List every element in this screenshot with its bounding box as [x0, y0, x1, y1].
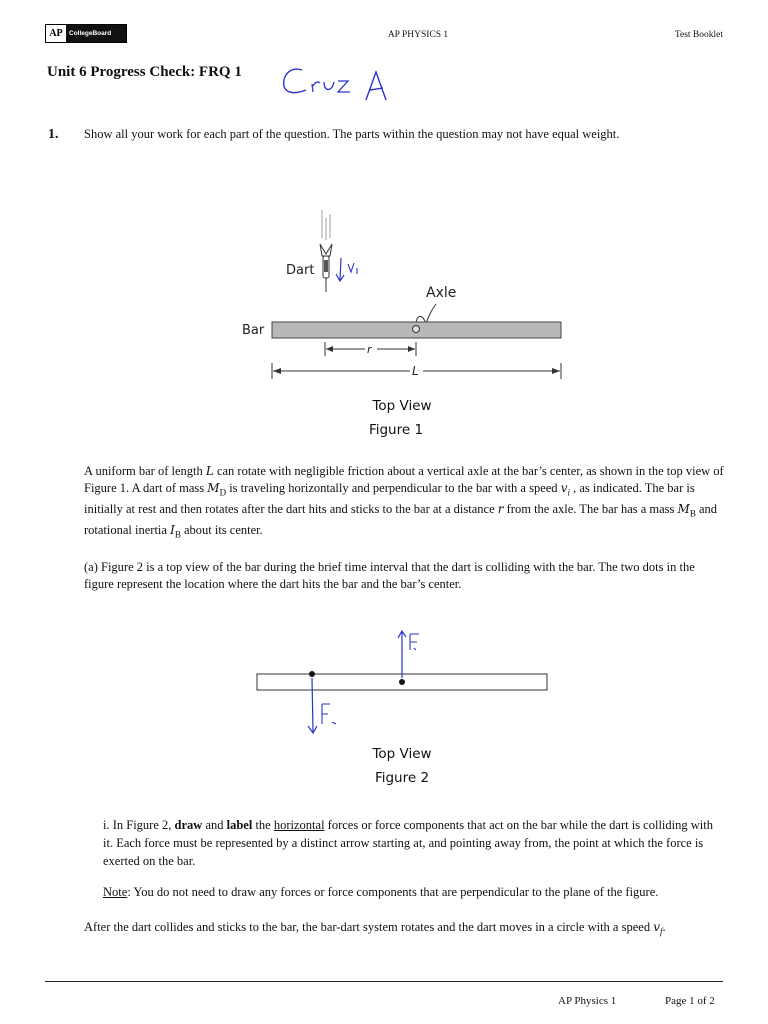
r-dimension-label: r [367, 343, 372, 356]
part-i-text: i. In Figure 2, draw and label the horizontal forces or force components that act on the bar while the dart is colliding with it. Each force must be represented by a distinct arrow starting at, and pointing away from, the point at which the force is exerted on the bar. [103, 818, 713, 868]
footer-page-number: Page 1 of 2 [665, 995, 715, 1007]
figure-2-diagram[interactable] [250, 620, 560, 740]
bar-label: Bar [242, 323, 265, 338]
question-number: 1. [48, 127, 59, 142]
header-subject: AP PHYSICS 1 [387, 30, 449, 40]
handwritten-force-p-arrow [398, 631, 419, 678]
after-collision-text: After the dart collides and sticks to the bar, the bar-dart system rotates and the dart moves in a circle with a speed $v_f$. [84, 920, 666, 937]
footer-subject: AP Physics 1 [558, 995, 617, 1007]
figure-2-caption: Figure 2 [374, 770, 430, 786]
axle-pointer [416, 304, 436, 324]
axle-label: Axle [426, 285, 457, 301]
axle-point [413, 326, 420, 333]
L-dimension-label: L [412, 364, 419, 378]
part-a-text: (a) Figure 2 is a top view of the bar during the brief time interval that the dart is colliding with the bar. The two dots in the figure represent the location where the dart hits the bar and the bar’s center. [84, 560, 695, 591]
problem-description: A uniform bar of length L can rotate with negligible friction about a vertical axle at the bar’s center, as shown in the top view of Figure 1. A dart of mass $M_D$ is traveling horizontally and perpendicular to the bar with a speed $v_i$ , as indicated. The bar is initially at rest and then rotates after the dart hits and sticks to the bar at a distance r from the axle. The bar has a mass $M_B$ and rotational inertia $I_B$ about its center. [84, 464, 724, 539]
collegeboard-logo-text: CollegeBoard [66, 25, 126, 42]
dart-icon [320, 244, 332, 292]
page-title: Unit 6 Progress Check: FRQ 1 [47, 64, 242, 80]
note-text: Note: You do not need to draw any forces or force components that are perpendicular to the plane of the figure. [103, 885, 659, 899]
dart-label: Dart [286, 263, 315, 278]
handwritten-name [280, 62, 400, 104]
ap-logo-mark: AP [46, 25, 66, 42]
figure-1-diagram [230, 200, 580, 390]
dart-impact-dot [309, 671, 315, 677]
footer-divider [45, 981, 723, 982]
figure-2-view-label: Top View [372, 746, 432, 762]
bar-center-dot [399, 679, 405, 685]
figure-1-view-label: Top View [372, 398, 432, 414]
handwritten-velocity-arrow [336, 258, 357, 281]
figure-1-caption: Figure 1 [368, 422, 424, 438]
header-booklet: Test Booklet [674, 30, 723, 40]
question-instructions: Show all your work for each part of the question. The parts within the question may not have equal weight. [84, 127, 620, 141]
